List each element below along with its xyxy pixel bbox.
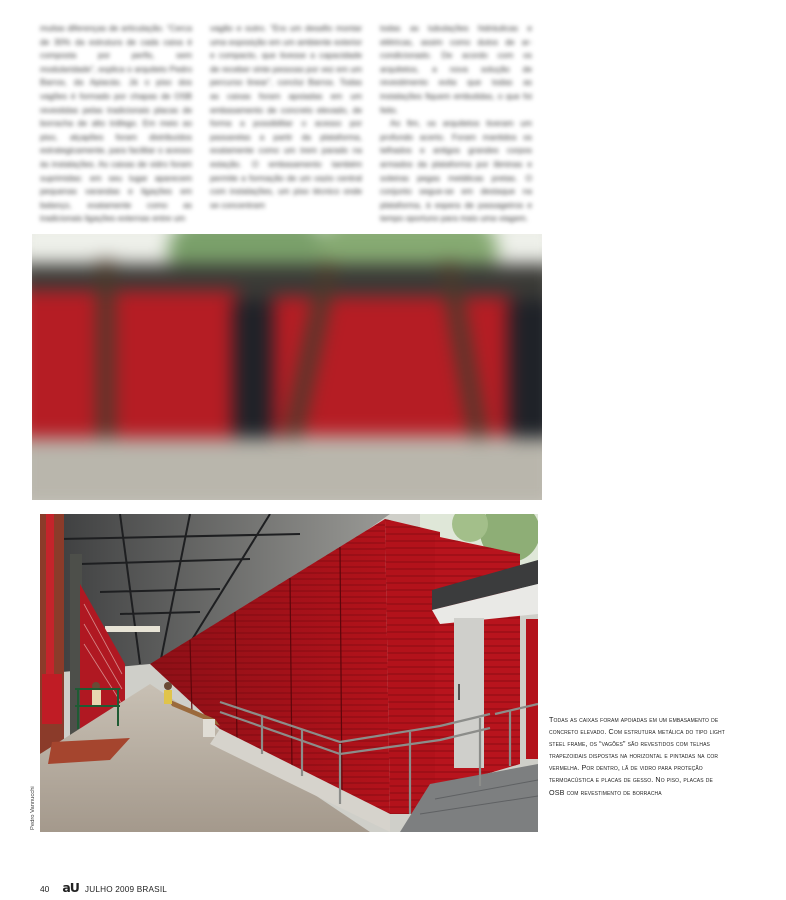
body-paragraph: Ao fim, os arquitetos tiveram um profundo acerto. Foram mantidos os telhados e antigos grandes corpos armados da plataforma por lâminas e soleiras pegas metálicas pretas. O conjunto segue-se em destaque na plataforma, à espera de passageiros e tempo oportuno para mais uma viagem. [380, 118, 532, 224]
blurred-photo-exterior [32, 234, 542, 500]
body-paragraph: muitas diferenças de articulação. “Cerca de 30% da estrutura de cada caixa é composta por perfis, sem modularidade”, explica o arquiteto Pedro Barros, da Apiacás. Já o piso dos vagões é formado por chapas de OSB revestidas pelas tradicionais placas de borracha de alto tráfego. Em meio ao piso, alçapões foram distribuídos estrategicamente, para facilitar o acesso às instalações. As caixas de vidro foram suprimidas: em seu lugar aparecem pequenas varandas e ligações em balanço, exatamente como as tradicionais ligações externas entre um [40, 23, 192, 224]
body-paragraph: vagão e outro. “Era um desafio montar uma exposição em um ambiente exterior e compacto, que tivesse a capacidade de receber vinte pessoas por vez em um percurso linear”, conclui Barros. Todas as caixas foram apoiadas em um embasamento de concreto elevado, de forma a possibilitar o acesso por passarelas a partir da plataforma, exatamente como um trem parado na estação. O embasamento também permite a formação de um vazio central com instalações, um piso técnico onde se concentram [210, 23, 362, 210]
body-paragraph: todas as tubulações hidráulicas e elétricas, assim como dutos de ar-condicionado. De acordo com os arquitetos, a nova solução de revestimento evita que todas as instalações fiquem embutidas, o que foi feito. [380, 23, 532, 115]
body-text-column-2 [210, 22, 362, 212]
magazine-logo: aU [62, 880, 79, 895]
photo-red-container-platform [40, 514, 538, 832]
body-text-column-3 [380, 22, 532, 226]
body-text-column-1 [40, 22, 192, 226]
photo-caption: Todas as caixas foram apoiadas em um embasamento de concreto elevado. Com estrutura metálica do tipo light steel frame, os “vagões” são revestidos com telhas trapezoidais dispostas na horizontal e pintadas na cor vermelha. Por dentro, lã de vidro para proteção termoacústica e placas de gesso. No piso, placas de OSB com revestimento de borracha [549, 715, 725, 797]
photo-credit: Pedro Vannucchi [30, 786, 36, 830]
page-number: 40 [40, 884, 50, 894]
issue-info: JULHO 2009 BRASIL [84, 885, 168, 894]
page-footer [40, 880, 167, 894]
